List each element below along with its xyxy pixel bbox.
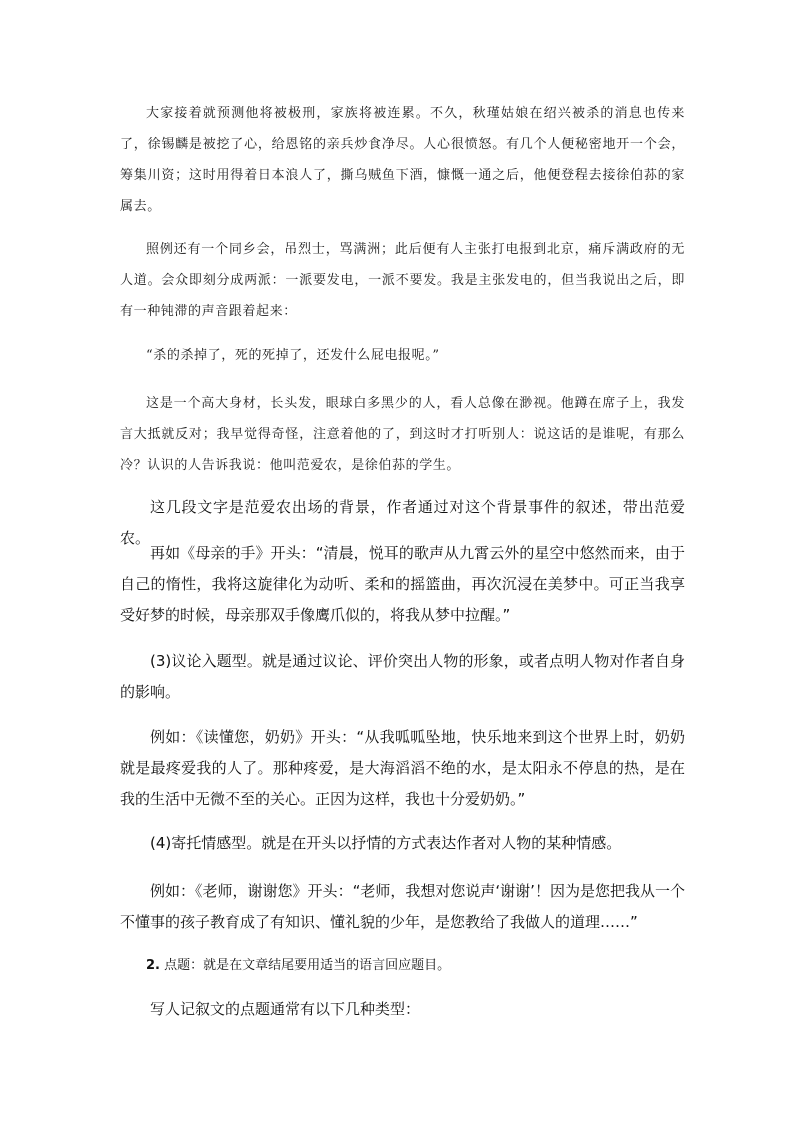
type-3-argumentative: (3)议论入题型。就是通过议论、评价突出人物的形象，或者点明人物对作者自身的影响。 (120, 652, 685, 701)
quote-paragraph-4: 这是一个高大身材，长头发，眼球白多黑少的人，看人总像在渺视。他蹲在席子上，我发言大抵就反对；我早觉得奇怪，注意着他的了，到这时才打听别人：说这话的是谁呢，有那么冷？认识的人告诉我说：他叫范爱农，是徐伯荪的学生。 (120, 396, 685, 473)
example-mothers-hands: 再如《母亲的手》开头：“清晨，悦耳的歌声从九霄云外的星空中悠然而来，由于自己的惰性，我将这旋律化为动听、柔和的摇篮曲，再次沉浸在美梦中。可正当我享受好梦的时候，母亲那双手像鹰爪似的，将我从梦中拉醒。” (120, 544, 685, 624)
section-heading-dianti (120, 950, 685, 981)
example-grandma: 例如：《读懂您，奶奶》开头：“从我呱呱坠地，快乐地来到这个世界上时，奶奶就是最疼爱我的人了。那种疼爱，是大海滔滔不绝的水，是太阳永不停息的热，是在我的生活中无微不至的关心。正因为这样，我也十分爱奶奶。” (120, 728, 685, 808)
heading-separator: . (155, 958, 160, 973)
example-teacher: 例如：《老师，谢谢您》开头：“老师，我想对您说声‘谢谢’！因为是您把我从一个不懂事的孩子教育成了有知识、懂礼貌的少年，是您教给了我做人的道理……” (120, 882, 685, 931)
quote-paragraph-3: “杀的杀掉了，死的死掉了，还发什么屁电报呢。” (146, 348, 440, 363)
heading-number: 2 (146, 958, 156, 973)
analysis-paragraph: 这几段文字是范爱农出场的背景，作者通过对这个背景事件的叙述，带出范爱农。 (120, 498, 685, 547)
type-4-emotional: (4)寄托情感型。就是在开头以抒情的方式表达作者对人物的某种情感。 (150, 834, 622, 852)
quote-paragraph-2: 照例还有一个同乡会，吊烈士，骂满洲；此后便有人主张打电报到北京，痛斥满政府的无人道。会众即刻分成两派：一派要发电，一派不要发。我是主张发电的，但当我说出之后，即有一种钝滞的声音跟着起来： (120, 242, 685, 319)
heading-text: 点题：就是在文章结尾要用适当的语言回应题目。 (164, 958, 451, 973)
quote-paragraph-1: 大家接着就预测他将被极刑，家族将被连累。不久，秋瑾姑娘在绍兴被杀的消息也传来了，徐锡麟是被挖了心，给恩铭的亲兵炒食净尽。人心很愤怒。有几个人便秘密地开一个会，筹集川资；这时用得着日本浪人了，撕乌贼鱼下酒，慷慨一通之后，他便登程去接徐伯荪的家属去。 (120, 106, 685, 214)
dianti-types-intro: 写人记叙文的点题通常有以下几种类型： (150, 1000, 421, 1018)
